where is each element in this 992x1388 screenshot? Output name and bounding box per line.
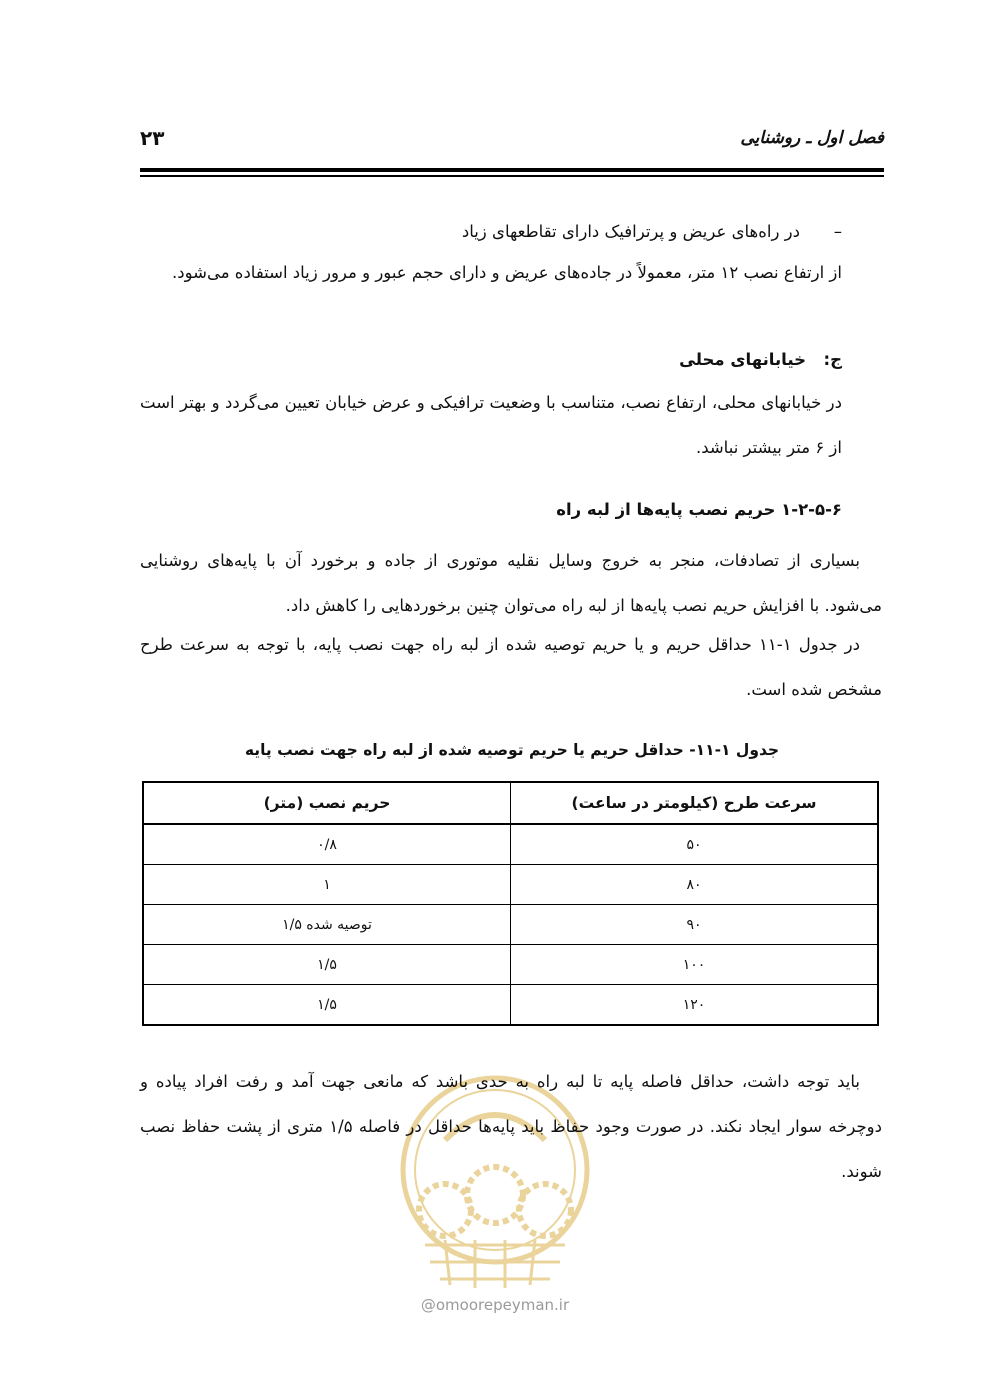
paragraph-5: باید توجه داشت، حداقل فاصله پایه تا لبه راه به حدی باشد که مانعی جهت آمد و رفت افراد پیاده و دوچرخه سوار ایجاد نکند. در صورت وجود حفاظ باید پایه‌ها حداقل در فاصله ۱/۵ متری از پشت حفاظ نصب شوند. xyxy=(140,1072,882,1181)
table-header-row xyxy=(143,782,878,824)
paragraph-4: در جدول ۱-۱۱ حداقل حریم و یا حریم توصیه شده از لبه راه جهت نصب پایه، با توجه به سرعت طرح مشخص شده است. xyxy=(140,635,882,699)
bullet-item xyxy=(302,212,842,252)
chapter-title: فصل اول ـ روشنایی xyxy=(740,128,884,148)
paragraph-3: بسیاری از تصادفات، منجر به خروج وسایل نقلیه موتوری از جاده و برخورد آن با پایه‌های روشنایی می‌شود. با افزایش حریم نصب پایه‌ها از لبه راه می‌توان چنین برخوردهایی را کاهش داد. xyxy=(140,551,882,615)
table-header-setback: حریم نصب (متر) xyxy=(143,782,511,824)
table-row xyxy=(143,985,878,1026)
table-cell-speed: ۵۰ xyxy=(511,824,879,865)
table-caption: جدول ۱-۱۱- حداقل حریم یا حریم توصیه شده از لبه راه جهت نصب پایه xyxy=(244,741,780,759)
header-rule-thin xyxy=(140,175,884,177)
paragraph-1: از ارتفاع نصب ۱۲ متر، معمولاً در جاده‌های عریض و دارای حجم عبور و مرور زیاد استفاده می‌شود. xyxy=(172,263,842,282)
table-cell-setback: ۱ xyxy=(143,865,511,905)
table-cell-setback: ۰/۸ xyxy=(143,824,511,865)
header-rule-thick xyxy=(140,168,884,172)
table-cell-speed: ۱۲۰ xyxy=(511,985,879,1026)
table-row xyxy=(143,905,878,945)
table-cell-speed: ۸۰ xyxy=(511,865,879,905)
bullet-text: در راه‌های عریض و پرترافیک دارای تقاطعهای زیاد xyxy=(461,222,800,241)
paragraph-2: در خیابانهای محلی، ارتفاع نصب، متناسب با وضعیت ترافیکی و عرض خیابان تعیین می‌گردد و بهتر است از ۶ متر بیشتر نباشد. xyxy=(140,393,842,457)
setback-table xyxy=(142,781,879,1026)
watermark-url: @omoorepeyman.ir xyxy=(420,1296,570,1314)
bullet-dash: – xyxy=(833,222,842,241)
subheading-text: خیابانهای محلی xyxy=(679,350,806,369)
table-cell-speed: ۹۰ xyxy=(511,905,879,945)
section-heading: ۱-۲-۵-۶ حریم نصب پایه‌ها از لبه راه xyxy=(556,500,842,519)
table-cell-setback: توصیه شده ۱/۵ xyxy=(143,905,511,945)
subheading-local-streets xyxy=(679,340,842,380)
table-cell-setback: ۱/۵ xyxy=(143,945,511,985)
page-header xyxy=(140,128,884,158)
table-row xyxy=(143,865,878,905)
table-row xyxy=(143,945,878,985)
table-cell-speed: ۱۰۰ xyxy=(511,945,879,985)
page-number: ۲۳ xyxy=(140,126,165,150)
table-header-speed: سرعت طرح (کیلومتر در ساعت) xyxy=(511,782,879,824)
table-row xyxy=(143,824,878,865)
table-cell-setback: ۱/۵ xyxy=(143,985,511,1026)
subheading-label: ج: xyxy=(823,350,842,369)
